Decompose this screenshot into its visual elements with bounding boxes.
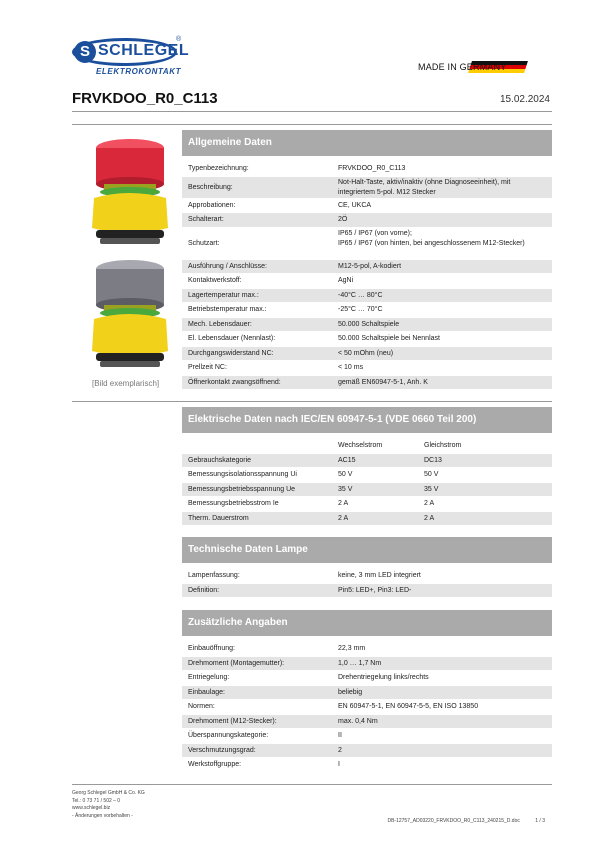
row-label: Beschreibung: bbox=[188, 183, 233, 191]
row-value-dc: 2 A bbox=[424, 500, 435, 507]
section-lamp bbox=[182, 537, 552, 598]
table-row bbox=[182, 758, 552, 773]
row-value: 2Ö bbox=[338, 216, 348, 223]
section-electrical bbox=[182, 407, 552, 526]
table-row bbox=[182, 177, 552, 199]
row-value: EN 60947-5-1, EN 60947-5-5, EN ISO 13850 bbox=[338, 703, 479, 710]
section-title-general: Allgemeine Daten bbox=[182, 130, 552, 156]
row-value: gemäß EN60947-5-1, Anh. K bbox=[338, 378, 428, 386]
table-row bbox=[182, 729, 552, 744]
row-value: Not-Halt-Taste, aktiv/inaktiv (ohne Diagnoseeinheit), mit integriertem 5-pol. M12 Stecker bbox=[338, 178, 511, 196]
row-label: Ausführung / Anschlüsse: bbox=[188, 262, 267, 270]
row-value: -25°C … 70°C bbox=[338, 306, 383, 313]
table-row bbox=[182, 642, 552, 657]
row-label: Werkstoffgruppe: bbox=[188, 761, 242, 768]
row-value: 50.000 Schaltspiele bbox=[338, 320, 400, 328]
row-label: Gebrauchskategorie bbox=[188, 456, 252, 464]
table-row bbox=[182, 744, 552, 759]
row-label: Verschmutzungsgrad: bbox=[188, 746, 256, 754]
column-header-dc: Gleichstrom bbox=[424, 442, 462, 449]
product-image-red bbox=[82, 132, 178, 250]
document-date: 15.02.2024 bbox=[499, 94, 550, 105]
table-row bbox=[182, 584, 552, 599]
table-row bbox=[182, 512, 552, 527]
logo-name: SCHLEGEL bbox=[98, 42, 190, 59]
row-value: 1,0 … 1,7 Nm bbox=[338, 659, 382, 667]
header-divider bbox=[72, 111, 552, 112]
table-row bbox=[182, 199, 552, 214]
table-row bbox=[182, 162, 552, 177]
table-row bbox=[182, 303, 552, 318]
table-row bbox=[182, 686, 552, 701]
logo-mark: S bbox=[74, 41, 96, 63]
footer-company-info bbox=[72, 790, 145, 820]
row-label: Schutzart: bbox=[188, 239, 220, 247]
table-row bbox=[182, 657, 552, 672]
row-value-ac: 2 A bbox=[338, 500, 349, 507]
footer-phone: Tel.: 0 73 71 / 502 – 0 bbox=[72, 797, 121, 804]
row-label: El. Lebensdauer (Nennlast): bbox=[188, 335, 276, 342]
row-value: FRVKDOO_R0_C113 bbox=[338, 165, 406, 172]
table-row bbox=[182, 468, 552, 483]
footer-filename: DB-12757_AD03220_FRVKDOO_R0_C113_240215_D.doc bbox=[387, 818, 520, 824]
logo-registered: ® bbox=[176, 36, 182, 43]
logo-subtitle: ELEKTROKONTAKT bbox=[96, 67, 182, 76]
footer-note: - Änderungen vorbehalten - bbox=[72, 812, 133, 819]
row-value-dc: 2 A bbox=[424, 514, 435, 522]
row-label: Öffnerkontakt zwangsöffnend: bbox=[188, 378, 281, 386]
row-value: I bbox=[338, 761, 340, 768]
row-value: AgNi bbox=[338, 277, 354, 284]
row-label: Lagertemperatur max.: bbox=[188, 291, 259, 299]
row-label: Kontaktwerkstoff: bbox=[188, 277, 242, 284]
section-divider-general bbox=[72, 124, 552, 125]
table-row bbox=[182, 260, 552, 275]
row-value: Drehentriegelung links/rechts bbox=[338, 674, 429, 681]
table-row bbox=[182, 289, 552, 304]
footer-file-info bbox=[373, 818, 545, 824]
table-header-row bbox=[182, 439, 552, 454]
row-label: Lampenfassung: bbox=[188, 572, 240, 579]
table-row bbox=[182, 700, 552, 715]
row-value: 2 bbox=[338, 746, 342, 754]
row-value: -40°C … 80°C bbox=[338, 291, 383, 299]
table-row bbox=[182, 347, 552, 362]
row-value: max. 0,4 Nm bbox=[338, 717, 378, 725]
row-label: Therm. Dauerstrom bbox=[188, 514, 249, 522]
row-value: 50.000 Schaltspiele bei Nennlast bbox=[338, 335, 440, 342]
row-label: Mech. Lebensdauer: bbox=[188, 320, 252, 328]
row-value-dc: DC13 bbox=[424, 456, 442, 464]
row-label: Betriebstemperatur max.: bbox=[188, 306, 267, 313]
row-value: < 50 mOhm (neu) bbox=[338, 349, 394, 357]
made-in-germany-badge bbox=[418, 61, 528, 75]
row-label: Überspannungskategorie: bbox=[188, 732, 269, 739]
product-image-grey bbox=[82, 255, 178, 375]
row-value: 22,3 mm bbox=[338, 645, 366, 652]
row-label: Bemessungsisolationsspannung Ui bbox=[188, 471, 297, 478]
row-value-dc: 50 V bbox=[424, 471, 439, 478]
footer-page-number: 1 / 3 bbox=[535, 818, 545, 824]
row-value: IP65 / IP67 (von vorne); IP65 / IP67 (von hinten, bei angeschlossenem M12-Stecker) bbox=[338, 229, 525, 247]
table-row bbox=[182, 213, 552, 228]
row-value: keine, 3 mm LED integriert bbox=[338, 572, 421, 579]
section-title-electrical: Elektrische Daten nach IEC/EN 60947-5-1 (VDE 0660 Teil 200) bbox=[182, 407, 552, 433]
section-divider-electrical bbox=[72, 401, 552, 402]
footer-web-link[interactable]: www.schlegel.biz bbox=[72, 805, 111, 811]
row-label: Normen: bbox=[188, 703, 215, 710]
row-value-ac: 2 A bbox=[338, 514, 349, 522]
section-extra bbox=[182, 610, 552, 773]
row-value: Pin5: LED+, Pin3: LED- bbox=[338, 586, 412, 594]
row-value: CE, UKCA bbox=[338, 201, 372, 209]
row-label: Bemessungsbetriebsspannung Ue bbox=[188, 485, 296, 493]
table-row bbox=[182, 332, 552, 347]
table-row bbox=[182, 274, 552, 289]
made-in-text: MADE IN GERMANY bbox=[418, 62, 507, 72]
row-value: < 10 ms bbox=[338, 364, 364, 371]
table-row bbox=[182, 715, 552, 730]
row-label: Prellzeit NC: bbox=[188, 364, 227, 371]
row-label: Einbauöffnung: bbox=[188, 645, 235, 652]
image-caption: [Bild exemplarisch] bbox=[92, 379, 160, 388]
table-row bbox=[182, 361, 552, 376]
table-row bbox=[182, 497, 552, 512]
column-header-ac: Wechselstrom bbox=[338, 442, 383, 449]
row-label: Approbationen: bbox=[188, 201, 236, 209]
row-label: Durchgangswiderstand NC: bbox=[188, 349, 274, 357]
row-value: M12-5-pol, A-kodiert bbox=[338, 262, 402, 270]
row-value-dc: 35 V bbox=[424, 485, 439, 493]
table-row bbox=[182, 318, 552, 333]
row-value: II bbox=[338, 732, 342, 739]
row-value: beliebig bbox=[338, 688, 363, 696]
section-title-lamp: Technische Daten Lampe bbox=[182, 537, 552, 563]
document-title: FRVKDOO_R0_C113 bbox=[72, 90, 218, 107]
row-value-ac: 50 V bbox=[338, 471, 353, 478]
row-label: Entriegelung: bbox=[188, 674, 230, 681]
row-label: Definition: bbox=[188, 586, 220, 594]
row-label: Bemessungsbetriebsstrom Ie bbox=[188, 500, 279, 507]
table-row bbox=[182, 376, 552, 391]
footer-company: Georg Schlegel GmbH & Co. KG bbox=[72, 790, 145, 796]
section-title-extra: Zusätzliche Angaben bbox=[182, 610, 552, 636]
row-label: Typenbezeichnung: bbox=[188, 165, 249, 172]
row-value-ac: AC15 bbox=[338, 456, 356, 464]
table-row bbox=[182, 454, 552, 469]
table-row bbox=[182, 483, 552, 498]
schlegel-logo bbox=[72, 36, 190, 78]
row-label: Drehmoment (Montagemutter): bbox=[188, 659, 285, 667]
row-label: Einbaulage: bbox=[188, 688, 225, 696]
row-value-ac: 35 V bbox=[338, 485, 353, 493]
section-general bbox=[182, 130, 552, 390]
footer-divider bbox=[72, 784, 552, 785]
table-row bbox=[182, 228, 552, 260]
row-label: Drehmoment (M12-Stecker): bbox=[188, 717, 277, 725]
row-label: Schalterart: bbox=[188, 216, 224, 223]
table-row bbox=[182, 569, 552, 584]
table-row bbox=[182, 671, 552, 686]
